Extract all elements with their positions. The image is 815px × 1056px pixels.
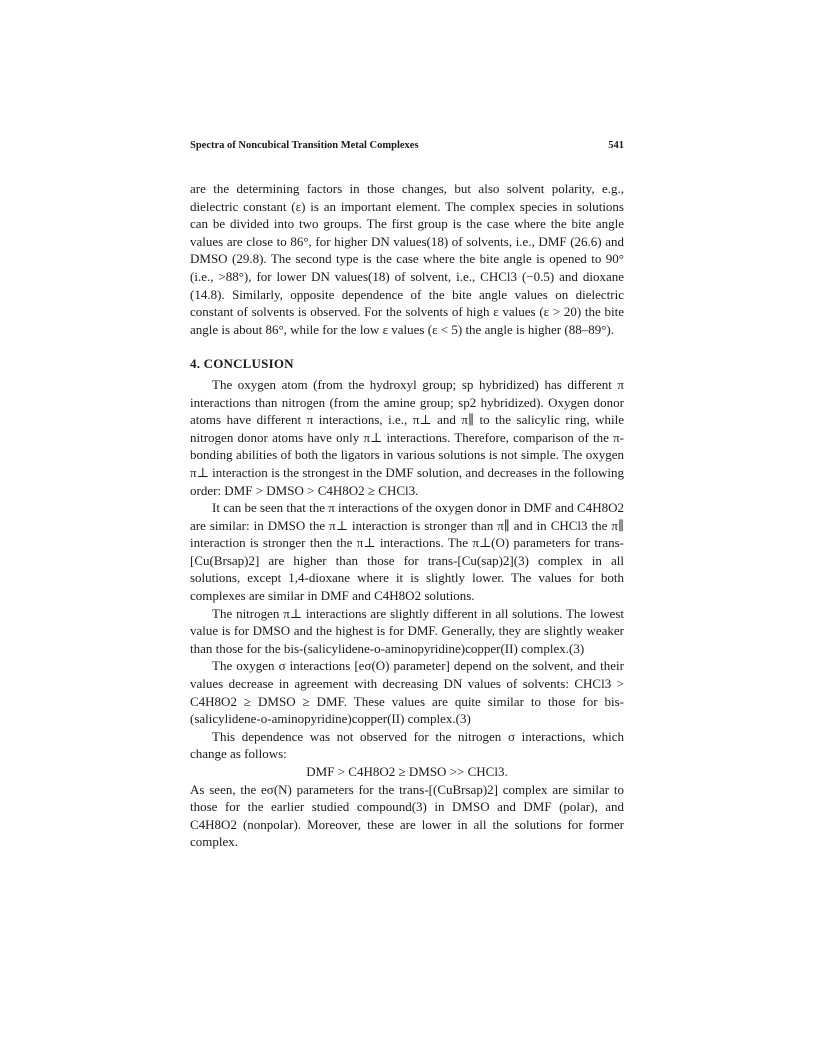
paragraph-last: As seen, the eσ(N) parameters for the trans-[(CuBrsap)2] complex are similar to those for the earlier studied compound(3) in DMSO and DMF (polar), and C4H8O2 (nonpolar). Moreover, these are lower in all the solutions for former complex. xyxy=(190,781,624,850)
running-head xyxy=(190,139,624,153)
page xyxy=(190,0,624,1056)
equation: DMF > C4H8O2 ≥ DMSO >> CHCl3. xyxy=(306,764,508,779)
running-title: Spectra of Noncubical Transition Metal Complexes xyxy=(190,140,419,151)
body-text xyxy=(190,180,624,851)
paragraph-3: The nitrogen π⊥ interactions are slightly different in all solutions. The lowest value is for DMSO and the highest is for DMF. Generally, they are slightly weaker than those for the bis-(salicylidene-o-aminopyridine)copper(II) complex.(3) xyxy=(190,605,624,656)
paragraph-2: It can be seen that the π interactions of the oxygen donor in DMF and C4H8O2 are similar: in DMSO the π⊥ interaction is stronger than π∥ and in CHCl3 the π∥ interaction is stronger then the π⊥ interactions. The π⊥(O) parameters for trans-[Cu(Brsap)2] are higher than those for trans-[Cu(sap)2](3) complex in all solutions, except 1,4-dioxane where it is slightly lower. The values for both complexes are similar in DMF and C4H8O2 solutions. xyxy=(190,500,625,604)
paragraph-continued: are the determining factors in those changes, but also solvent polarity, e.g., dielectric constant (ε) is an important element. The complex species in solutions can be divided into two groups. The first group is the case where the bite angle values are close to 86°, for higher DN values(18) of solvents, i.e., DMF (26.6) and DMSO (29.8). The second type is the case where the bite angle is opened to 90° (i.e., >88°), for lower DN values(18) of solvent, i.e., CHCl3 (−0.5) and dioxane (14.8). Similarly, opposite dependence of the bite angle values on dielectric constant of solvents is observed. For the solvents of high ε values (ε > 20) the bite angle is about 86°, while for the low ε values (ε < 5) the angle is higher (88–89°). xyxy=(190,181,624,337)
page-number: 541 xyxy=(608,140,624,151)
section-heading: 4. CONCLUSION xyxy=(190,356,294,372)
paragraph-5: This dependence was not observed for the nitrogen σ interactions, which change as follows: xyxy=(190,728,624,762)
paragraph-1: The oxygen atom (from the hydroxyl group; sp hybridized) has different π interactions than nitrogen (from the amine group; sp2 hybridized). Oxygen donor atoms have different π interactions, i.e., π⊥ and π∥ to the salicylic ring, while nitrogen donor atoms have only π⊥ interactions. Therefore, comparison of the π-bonding abilities of both the ligators in various solutions is not simple. The oxygen π⊥ interaction is the strongest in the DMF solution, and decreases in the following order: DMF > DMSO > C4H8O2 ≥ CHCl3. xyxy=(190,376,624,498)
paragraph-4: The oxygen σ interactions [eσ(O) parameter] depend on the solvent, and their values decrease in agreement with decreasing DN values of solvents: CHCl3 > C4H8O2 ≥ DMSO ≥ DMF. These values are quite similar to those for bis-(salicylidene-o-aminopyridine)copper(II) complex.(3) xyxy=(190,658,624,727)
